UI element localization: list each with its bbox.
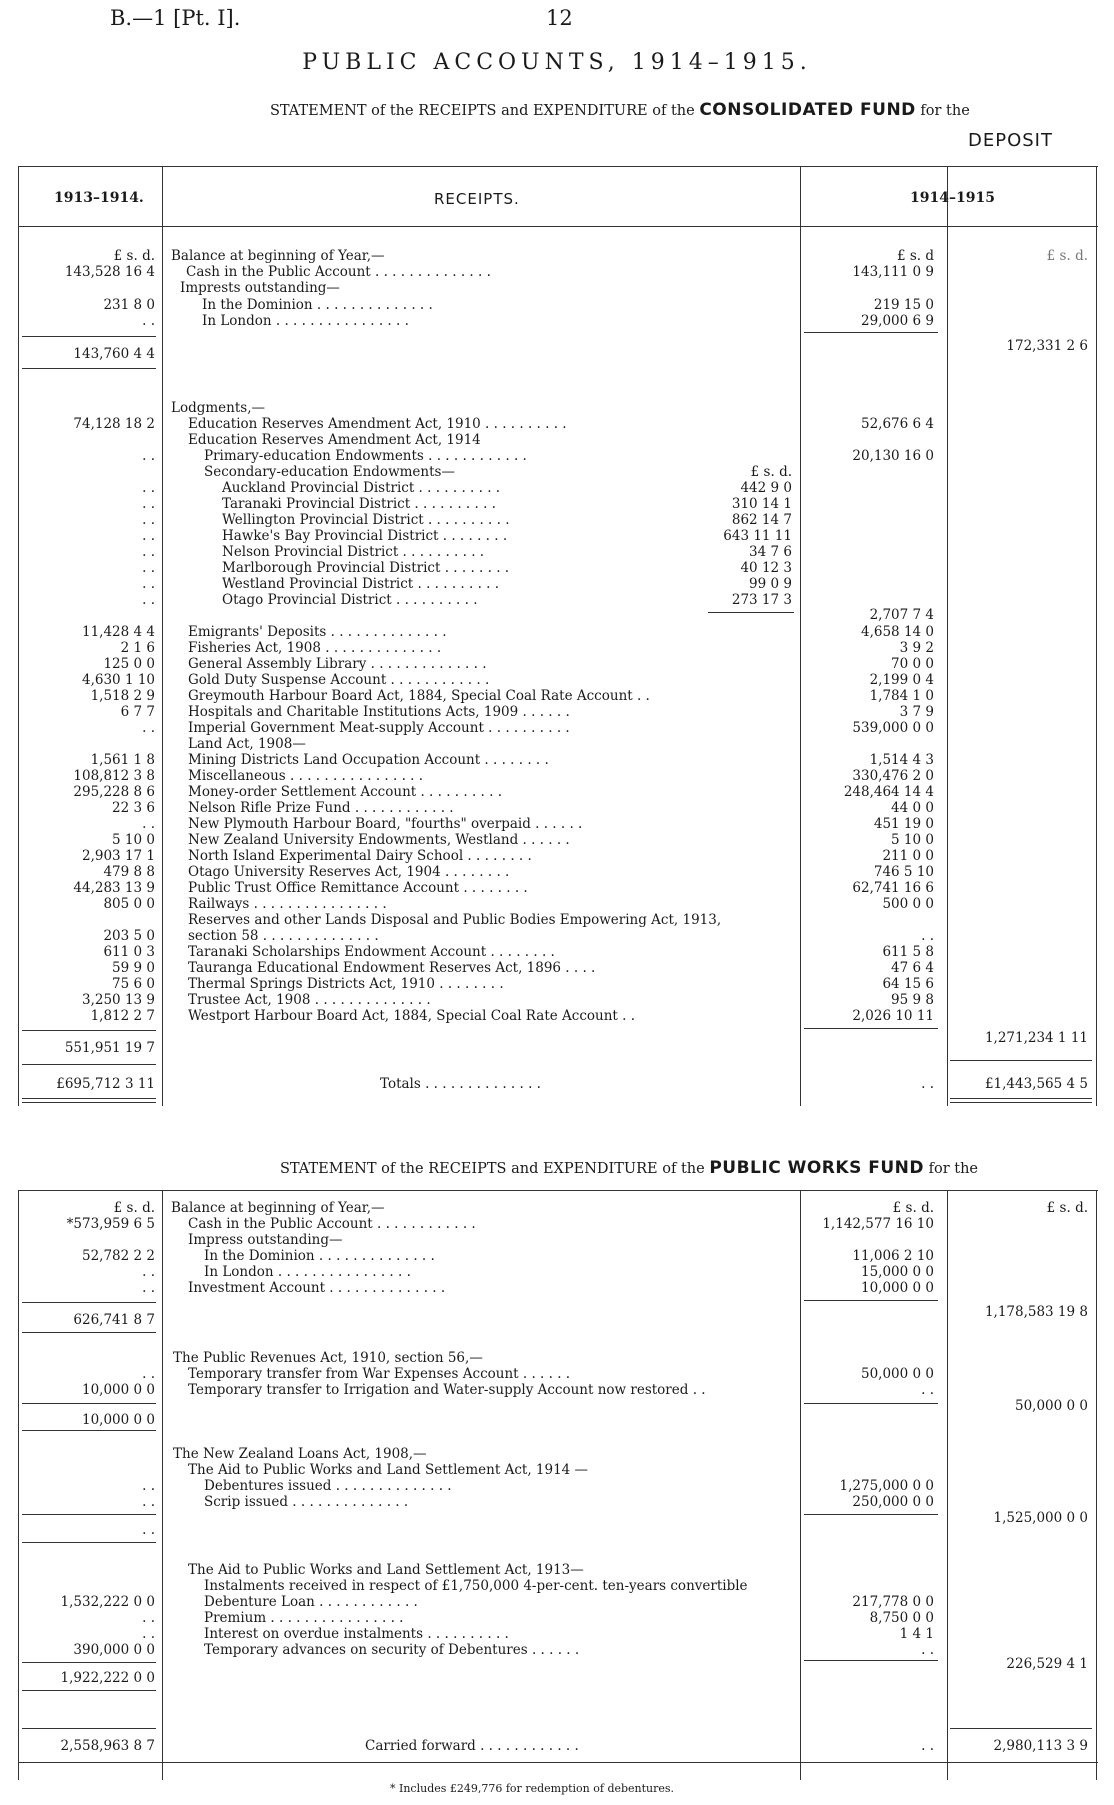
row-curr-amount: 1 4 1 (899, 1626, 934, 1642)
row-curr-amount: 70 0 0 (891, 656, 934, 672)
works-revenues-total: 50,000 0 0 (1015, 1398, 1088, 1414)
row-prev-subtotal: 143,760 4 4 (73, 346, 155, 362)
subtotal-rule-prev (22, 336, 156, 337)
row-prev-amount: . . (142, 816, 155, 832)
statement-suffix: for the (920, 103, 970, 119)
lodgments-total: 1,271,234 1 11 (984, 1030, 1088, 1046)
row-label: Mining Districts Land Occupation Account . . . . . . . . (188, 752, 549, 768)
statement-prefix: STATEMENT of the RECEIPTS and EXPENDITURE of the (270, 103, 695, 119)
totals-mid: . . (921, 1076, 934, 1092)
row-label: Taranaki Provincial District . . . . . . . . . . (222, 496, 496, 512)
row-label: Tauranga Educational Endowment Reserves Act, 1896 . . . . (188, 960, 596, 976)
totals-curr: £1,443,565 4 5 (984, 1076, 1088, 1092)
works-unit-curr: £ s. d. (892, 1200, 934, 1216)
carried-mid: . . (921, 1738, 934, 1754)
row-prev-amount: *573,959 6 5 (66, 1216, 155, 1232)
row-label: section 58 . . . . . . . . . . . . . . (188, 928, 379, 944)
row-label: Trustee Act, 1908 . . . . . . . . . . . . . . (188, 992, 431, 1008)
row-curr-amount: 29,000 6 9 (861, 313, 934, 329)
col-header-curr: 1914–1915 (910, 190, 995, 206)
row-prev-amount: 295,228 8 6 (73, 784, 155, 800)
row-sub-amount: 862 14 7 (731, 512, 792, 528)
row-label: Imprests outstanding— (180, 280, 340, 296)
totals-curr-rule-top (950, 1060, 1092, 1061)
carried-prev-rule (22, 1728, 156, 1729)
unit-header-total: £ s. d. (1046, 248, 1088, 264)
balance-total: 172,331 2 6 (1006, 338, 1088, 354)
row-curr-amount: 611 5 8 (882, 944, 934, 960)
row-curr-amount: 248,464 14 4 (843, 784, 934, 800)
row-label: Debenture Loan . . . . . . . . . . . . (204, 1594, 418, 1610)
row-label: Hawke's Bay Provincial District . . . . . . . . (222, 528, 508, 544)
lodgments-prev-rule (22, 1030, 156, 1031)
row-prev-amount: 75 6 0 (112, 976, 155, 992)
works-left-rule (18, 1190, 19, 1780)
row-prev-amount: 4,630 1 10 (82, 672, 155, 688)
totals-prev-rule-top (22, 1064, 156, 1065)
carried-label: Carried forward . . . . . . . . . . . . (365, 1738, 579, 1754)
row-prev-amount: 108,812 3 8 (73, 768, 155, 784)
works-aid-prev-total: 1,922,222 0 0 (60, 1670, 155, 1686)
row-label: Miscellaneous . . . . . . . . . . . . . . . . (188, 768, 424, 784)
row-label: Westport Harbour Board Act, 1884, Special Coal Rate Account . . (188, 1008, 636, 1024)
row-label: Interest on overdue instalments . . . . . . . . . . (204, 1626, 509, 1642)
row-prev-amount: . . (142, 1280, 155, 1296)
row-prev-amount: 1,518 2 9 (90, 688, 155, 704)
row-prev-amount: 52,782 2 2 (82, 1248, 155, 1264)
row-label: Reserves and other Lands Disposal and Public Bodies Empowering Act, 1913, (188, 912, 722, 928)
row-label: Public Trust Office Remittance Account . . . . . . . . (188, 880, 528, 896)
works-loans-prev-total: . . (142, 1522, 155, 1538)
lodgments-title: Lodgments,— (171, 400, 266, 416)
row-prev-amount: 59 9 0 (112, 960, 155, 976)
row-label: Marlborough Provincial District . . . . . . . . (222, 560, 510, 576)
row-prev-amount: 125 0 0 (103, 656, 155, 672)
row-label: Scrip issued . . . . . . . . . . . . . . (204, 1494, 409, 1510)
row-label: Cash in the Public Account . . . . . . . . . . . . . . (186, 264, 491, 280)
row-label: Imperial Government Meat-supply Account . . . . . . . . . . (188, 720, 570, 736)
row-curr-amount: 3 7 9 (899, 704, 934, 720)
lodgments-curr-rule (804, 1028, 938, 1029)
row-prev-amount: 11,428 4 4 (82, 624, 155, 640)
row-label: North Island Experimental Dairy School . . . . . . . . (188, 848, 532, 864)
row-curr-amount: 47 6 4 (891, 960, 934, 976)
row-curr-amount: 20,130 16 0 (852, 448, 934, 464)
works-aid-curr-rule (804, 1660, 938, 1661)
works-aid-prev-rule-2 (22, 1690, 156, 1691)
row-curr-amount: 15,000 0 0 (861, 1264, 934, 1280)
row-label: Thermal Springs Districts Act, 1910 . . . . . . . . (188, 976, 504, 992)
works-balance-prev-total: 626,741 8 7 (73, 1312, 155, 1328)
row-curr-amount: 52,676 6 4 (861, 416, 934, 432)
row-curr-amount: 5 10 0 (891, 832, 934, 848)
row-sub-amount: 34 7 6 (749, 544, 792, 560)
secondary-total: 2,707 7 4 (869, 607, 934, 623)
row-label: Money-order Settlement Account . . . . . . . . . . (188, 784, 503, 800)
row-sub-amount: 310 14 1 (731, 496, 792, 512)
row-label: Fisheries Act, 1908 . . . . . . . . . . . . . . (188, 640, 442, 656)
row-prev-amount: . . (142, 1626, 155, 1642)
row-label: Railways . . . . . . . . . . . . . . . . (188, 896, 387, 912)
row-curr-amount: 62,741 16 6 (852, 880, 934, 896)
row-label: Taranaki Scholarships Endowment Account . . . . . . . . (188, 944, 555, 960)
row-curr-amount: 10,000 0 0 (861, 1280, 934, 1296)
row-curr-amount: 4,658 14 0 (861, 624, 934, 640)
row-label: In the Dominion . . . . . . . . . . . . . . (202, 297, 433, 313)
row-curr-amount: 3 9 2 (899, 640, 934, 656)
subtotal-rule-prev-2 (22, 368, 156, 369)
works-right-rule (1096, 1190, 1097, 1780)
row-label: Cash in the Public Account . . . . . . . . . . . . (188, 1216, 476, 1232)
works-balance-curr-rule (804, 1300, 938, 1301)
works-revenues-curr-rule (804, 1403, 938, 1404)
deposit-heading: DEPOSIT (968, 130, 1053, 151)
works-revenues-prev-rule-2 (22, 1430, 156, 1431)
row-curr-amount: 451 19 0 (873, 816, 934, 832)
row-prev-amount: . . (142, 1478, 155, 1494)
row-prev-amount: . . (142, 313, 155, 329)
carried-prev: 2,558,963 8 7 (60, 1738, 155, 1754)
row-prev-amount: 1,532,222 0 0 (60, 1594, 155, 1610)
row-prev-amount: . . (142, 512, 155, 528)
row-curr-amount: 64 15 6 (882, 976, 934, 992)
row-curr-amount: 330,476 2 0 (852, 768, 934, 784)
row-prev-amount: . . (142, 528, 155, 544)
row-prev-amount: . . (142, 560, 155, 576)
works-loans-curr-rule (804, 1514, 938, 1515)
row-label: Balance at beginning of Year,— (171, 248, 385, 264)
lodgments-prev-total: 551,951 19 7 (64, 1040, 155, 1056)
row-label: Greymouth Harbour Board Act, 1884, Special Coal Rate Account . . (188, 688, 650, 704)
col-divider-prev (162, 166, 163, 1106)
row-label: Auckland Provincial District . . . . . . . . . . (222, 480, 501, 496)
row-curr-amount: 44 0 0 (891, 800, 934, 816)
col-divider-curr (800, 166, 801, 1106)
row-prev-amount: 231 8 0 (103, 297, 155, 313)
row-label: In London . . . . . . . . . . . . . . . . (202, 313, 409, 329)
row-label: Investment Account . . . . . . . . . . . . . . (188, 1280, 446, 1296)
row-curr-amount: 2,026 10 11 (852, 1008, 934, 1024)
totals-label: Totals . . . . . . . . . . . . . . (380, 1076, 541, 1092)
works-balance-prev-rule (22, 1302, 156, 1303)
works-loans-total: 1,525,000 0 0 (993, 1510, 1088, 1526)
row-curr-amount: 1,275,000 0 0 (839, 1478, 934, 1494)
row-prev-amount: 805 0 0 (103, 896, 155, 912)
statement-fund: CONSOLIDATED FUND (699, 100, 916, 120)
col-header-prev: 1913–1914. (54, 190, 144, 206)
table-left-rule (18, 166, 19, 1106)
row-label: Nelson Rifle Prize Fund . . . . . . . . . . . . (188, 800, 454, 816)
carried-curr-rule (950, 1728, 1092, 1729)
works-loans-sub: The Aid to Public Works and Land Settlement Act, 1914 — (188, 1462, 589, 1478)
works-unit-prev: £ s. d. (113, 1200, 155, 1216)
row-curr-amount: 2,199 0 4 (869, 672, 934, 688)
row-curr-amount: . . (921, 928, 934, 944)
works-balance-prev-rule-2 (22, 1332, 156, 1333)
row-prev-amount: . . (142, 480, 155, 496)
footnote: * Includes £249,776 for redemption of debentures. (390, 1782, 675, 1795)
statement-prefix: STATEMENT of the RECEIPTS and EXPENDITURE of the (280, 1161, 705, 1177)
row-curr-amount: 211 0 0 (882, 848, 934, 864)
row-sub-amount: 643 11 11 (723, 528, 792, 544)
works-col-divider-curr (800, 1190, 801, 1780)
works-aid-title: The Aid to Public Works and Land Settlement Act, 1913— (188, 1562, 584, 1578)
works-col-divider-total (947, 1190, 948, 1780)
row-prev-amount: . . (142, 720, 155, 736)
totals-prev: £695,712 3 11 (56, 1076, 155, 1092)
totals-curr-rule-bottom-2 (950, 1102, 1092, 1103)
row-prev-amount: 479 8 8 (103, 864, 155, 880)
row-prev-amount: 1,812 2 7 (90, 1008, 155, 1024)
row-prev-amount: . . (142, 544, 155, 560)
row-prev-amount: 611 0 3 (103, 944, 155, 960)
row-sub-amount: 40 12 3 (740, 560, 792, 576)
subtotal-rule-curr (804, 332, 938, 333)
row-prev-amount: 44,283 13 9 (73, 880, 155, 896)
totals-curr-rule-bottom-1 (950, 1098, 1092, 1099)
works-loans-prev-rule-2 (22, 1542, 156, 1543)
row-prev-amount: 2,903 17 1 (82, 848, 155, 864)
row-prev-amount: 3,250 13 9 (82, 992, 155, 1008)
row-label: Hospitals and Charitable Institutions Acts, 1909 . . . . . . (188, 704, 570, 720)
row-curr-amount: . . (921, 1382, 934, 1398)
row-curr-amount: 1,514 4 3 (869, 752, 934, 768)
row-label: Secondary-education Endowments— (204, 464, 455, 480)
row-sub-amount: 442 9 0 (740, 480, 792, 496)
works-statement-heading (280, 1158, 978, 1178)
row-curr-amount: 95 9 8 (891, 992, 934, 1008)
works-table-bottom-rule (18, 1762, 1098, 1763)
row-prev-amount: . . (142, 1366, 155, 1382)
table-right-rule (1096, 166, 1097, 1106)
row-label: Nelson Provincial District . . . . . . . . . . (222, 544, 485, 560)
row-sub-amount: 273 17 3 (731, 592, 792, 608)
unit-header-prev: £ s. d. (113, 248, 155, 264)
table-top-rule (18, 166, 1098, 167)
row-label: Land Act, 1908— (188, 736, 306, 752)
row-curr-amount: 50,000 0 0 (861, 1366, 934, 1382)
row-prev-amount: 1,561 1 8 (90, 752, 155, 768)
works-aid-total: 226,529 4 1 (1006, 1656, 1088, 1672)
row-curr-amount: 143,111 0 9 (852, 264, 934, 280)
row-prev-amount: . . (142, 592, 155, 608)
row-label: Westland Provincial District . . . . . . . . . . (222, 576, 500, 592)
row-label: Otago Provincial District . . . . . . . . . . (222, 592, 478, 608)
row-prev-amount: . . (142, 1494, 155, 1510)
row-label: Premium . . . . . . . . . . . . . . . . (204, 1610, 404, 1626)
row-label: General Assembly Library . . . . . . . . . . . . . . (188, 656, 487, 672)
works-revenues-prev-rule (22, 1403, 156, 1404)
table-header-rule (18, 226, 1098, 227)
row-curr-amount: 1,784 1 0 (869, 688, 934, 704)
row-label: Wellington Provincial District . . . . . . . . . . (222, 512, 510, 528)
carried-total: 2,980,113 3 9 (993, 1738, 1088, 1754)
works-revenues-title: The Public Revenues Act, 1910, section 56,— (173, 1350, 483, 1366)
works-revenues-prev-total: 10,000 0 0 (82, 1412, 155, 1428)
row-prev-amount: . . (142, 448, 155, 464)
row-label: New Zealand University Endowments, Westland . . . . . . (188, 832, 570, 848)
row-curr-amount: 1,142,577 16 10 (822, 1216, 934, 1232)
row-prev-amount: . . (142, 1264, 155, 1280)
row-prev-amount: 74,128 18 2 (73, 416, 155, 432)
row-sub-amount: 99 0 9 (749, 576, 792, 592)
row-label: Primary-education Endowments . . . . . . . . . . . . (204, 448, 527, 464)
row-curr-amount: 539,000 0 0 (852, 720, 934, 736)
works-aid-prev-rule (22, 1662, 156, 1663)
row-label: Temporary transfer from War Expenses Account . . . . . . (188, 1366, 571, 1382)
row-curr-amount: 8,750 0 0 (869, 1610, 934, 1626)
document-reference: B.—1 [Pt. I]. (110, 6, 241, 30)
works-col-divider-prev (162, 1190, 163, 1780)
row-label: Education Reserves Amendment Act, 1910 . . . . . . . . . . (188, 416, 567, 432)
row-curr-amount: 11,006 2 10 (852, 1248, 934, 1264)
row-prev-amount: 2 1 6 (120, 640, 155, 656)
unit-header-curr: £ s. d (896, 248, 934, 264)
row-prev-amount: . . (142, 576, 155, 592)
row-prev-amount: . . (142, 1610, 155, 1626)
row-label: Education Reserves Amendment Act, 1914 (188, 432, 481, 448)
row-curr-amount: 219 15 0 (873, 297, 934, 313)
row-prev-amount: 6 7 7 (120, 704, 155, 720)
statement-fund: PUBLIC WORKS FUND (709, 1158, 924, 1178)
page-title: PUBLIC ACCOUNTS, 1914–1915. (302, 50, 812, 75)
secondary-subtotal-rule (708, 612, 794, 613)
row-label: New Plymouth Harbour Board, "fourths" overpaid . . . . . . (188, 816, 583, 832)
row-prev-amount: 390,000 0 0 (73, 1642, 155, 1658)
works-table-top-rule (18, 1190, 1098, 1191)
col-header-receipts: RECEIPTS. (434, 190, 520, 208)
row-label: Emigrants' Deposits . . . . . . . . . . . . . . (188, 624, 447, 640)
row-label: Impress outstanding— (188, 1232, 343, 1248)
works-balance-total: 1,178,583 19 8 (984, 1304, 1088, 1320)
row-label: In London . . . . . . . . . . . . . . . . (204, 1264, 411, 1280)
row-label: Temporary advances on security of Debentures . . . . . . (204, 1642, 580, 1658)
row-prev-amount: 10,000 0 0 (82, 1382, 155, 1398)
statement-suffix: for the (928, 1161, 978, 1177)
row-curr-amount: 217,778 0 0 (852, 1594, 934, 1610)
works-loans-title: The New Zealand Loans Act, 1908,— (173, 1446, 427, 1462)
row-curr-amount: 500 0 0 (882, 896, 934, 912)
row-curr-amount: . . (921, 1642, 934, 1658)
row-prev-amount: 143,528 16 4 (64, 264, 155, 280)
works-loans-prev-rule (22, 1514, 156, 1515)
totals-prev-rule-bottom-1 (22, 1098, 156, 1099)
works-aid-line1: Instalments received in respect of £1,750,000 4-per-cent. ten-years convertible (204, 1578, 748, 1594)
works-balance-title: Balance at beginning of Year,— (171, 1200, 385, 1216)
row-curr-amount: 746 5 10 (873, 864, 934, 880)
consolidated-statement-heading (270, 100, 970, 120)
row-curr-amount: 250,000 0 0 (852, 1494, 934, 1510)
row-prev-amount: . . (142, 496, 155, 512)
row-label: In the Dominion . . . . . . . . . . . . . . (204, 1248, 435, 1264)
row-sub-amount: £ s. d. (750, 464, 792, 480)
works-unit-total: £ s. d. (1046, 1200, 1088, 1216)
row-prev-amount: 22 3 6 (112, 800, 155, 816)
page-number: 12 (546, 6, 573, 30)
col-divider-total (947, 166, 948, 1106)
row-label: Temporary transfer to Irrigation and Water-supply Account now restored . . (188, 1382, 706, 1398)
row-label: Otago University Reserves Act, 1904 . . . . . . . . (188, 864, 510, 880)
totals-prev-rule-bottom-2 (22, 1102, 156, 1103)
row-prev-amount: 5 10 0 (112, 832, 155, 848)
row-label: Gold Duty Suspense Account . . . . . . . . . . . . (188, 672, 490, 688)
row-prev-amount: 203 5 0 (103, 928, 155, 944)
row-label: Debentures issued . . . . . . . . . . . . . . (204, 1478, 452, 1494)
